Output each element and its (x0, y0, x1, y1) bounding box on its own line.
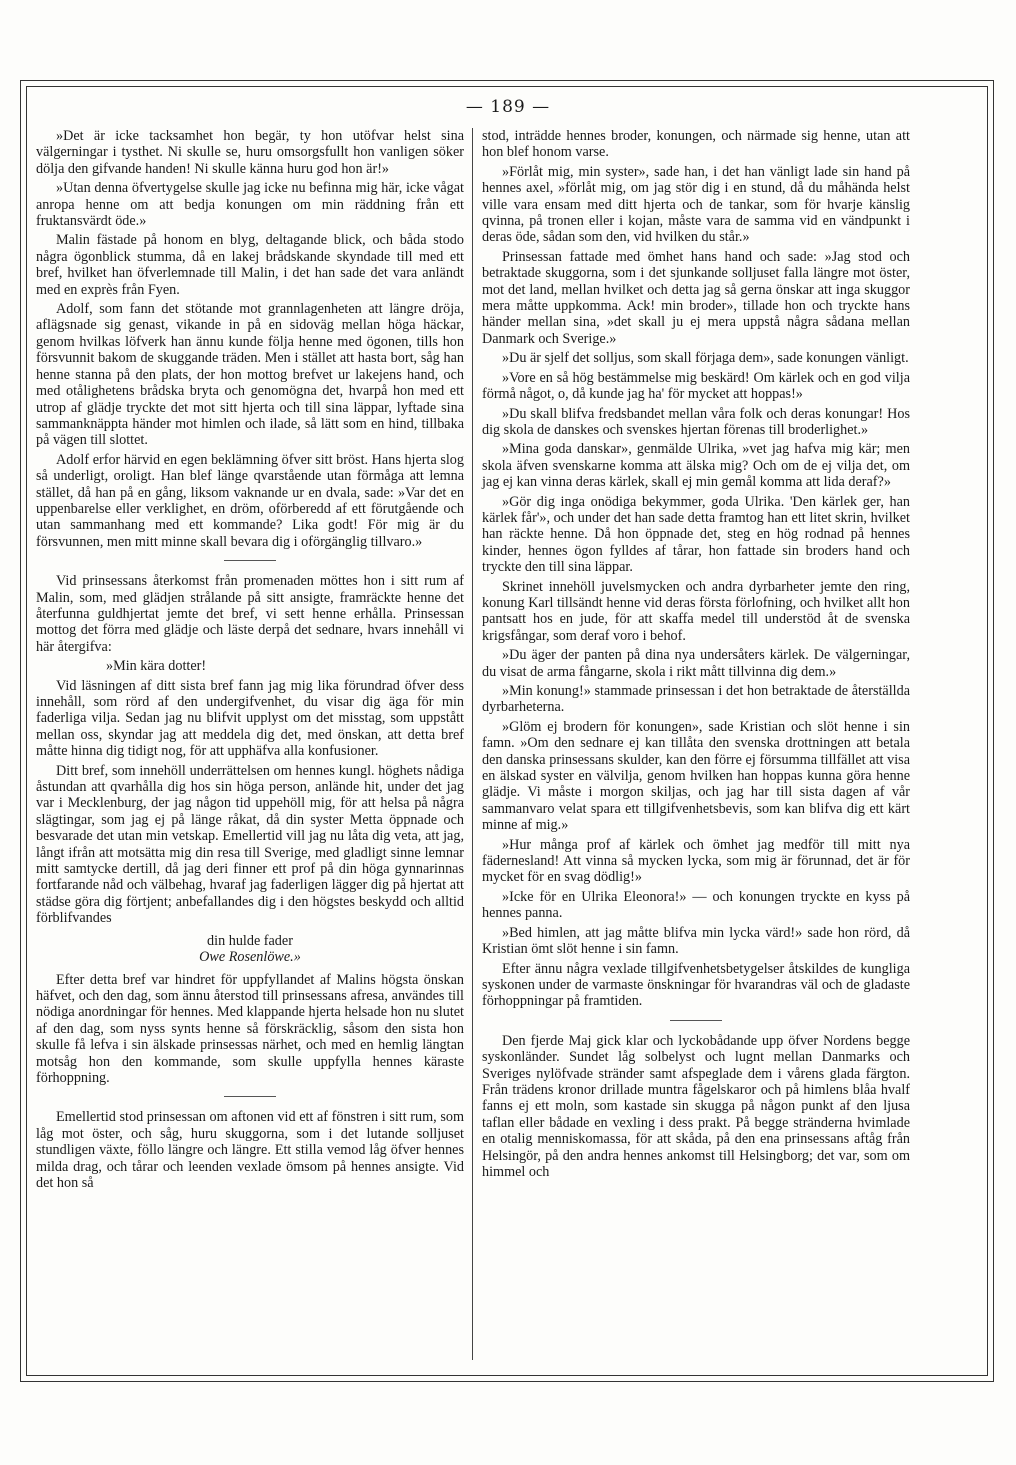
letter-paragraph: Ditt bref, som innehöll underrättelsen om hennes kungl. höghets nådiga åstundan att qvarhålla dig hos sin höga person, anlände hit, under det jag var i Mecklenburg, der jag någon tid uppehöll mig, för att helsa på några slägtingar, som jag ej på länge råkat, då din syster Metta öppnade och besvarade det utan min vetskap. Emellertid vill jag nu låta dig veta, att jag, långt ifrån att motsätta mig din resa till Sverige, med gladligt sinne lemnar mitt samtycke dertill, då jag deri finner ett prof på din höga gynnarinnas fortfarande nåd och välbehag, hvaraf jag faderligen lägger dig på hjertat att städse göra dig förtjent; anbefallandes dig i den högstes beskydd och alltid förblifvandes (36, 762, 464, 927)
paragraph: Prinsessan fattade med ömhet hans hand och sade: »Jag stod och betraktade skuggorna, som i det sjunkande solljuset falla längre mot öster, mot det land, mellan hvilket och detta jag så gerna önskar att inga skuggor mera måtte uppkomma. Ack! min broder», tillade hon och tryckte hans händer mellan sina, »det skall ju ej mera uppstå några sådana mellan Danmark och Sverige.» (482, 248, 910, 347)
paragraph: Skrinet innehöll juvelsmycken och andra dyrbarheter jemte den ring, konung Karl tillsändt henne vid deras första förlofning, och hvilket allt hon pantsatt hos en jude, för att skaffa medel till understöd åt de svenska krigsfångar, som deraf voro i behof. (482, 578, 910, 644)
section-separator (224, 1096, 276, 1097)
right-column (482, 128, 910, 1183)
section-separator (224, 560, 276, 561)
paragraph: »Bed himlen, att jag måtte blifva min lycka värd!» sade hon rörd, då Kristian ömt slöt henne i sin famn. (482, 924, 910, 958)
paragraph: Adolf erfor härvid en egen beklämning öfver sitt bröst. Hans hjerta slog så underligt, oroligt. Han blef länge qvarstående utan förmåga att lemna stället, då han på en gång, liksom vaknande ur en dvala, sade: »Var det en uppenbarelse eller verklighet, en dröm, oförberedd af ett förutgående och utan sammanhang med ett kommande? Lika godt! För mig är du försvunnen, men mitt minne skall bevara dig i oförgänglig tillvaro.» (36, 451, 464, 550)
paragraph: »Du äger der panten på dina nya undersåters kärlek. De välgerningar, du visat de arma fångarne, skola i rikt mått tillvinna dig dem.» (482, 647, 910, 680)
paragraph: »Du skall blifva fredsbandet mellan våra folk och deras konungar! Hos dig skola de danskes och svenskes hjertan förenas till broderlighet.» (482, 405, 910, 438)
letter-signature-line: din hulde fader (207, 932, 293, 949)
paragraph: Malin fästade på honom en blyg, deltagande blick, och båda stodo några ögonblick stumma, då en lakej brådskande skyndade till med ett bref, hvilket han öfverlemnade till Malin, i det han sade det vara anländt med en exprès från Fyen. (36, 232, 464, 298)
left-column (36, 128, 464, 1194)
paragraph: »Min konung!» stammade prinsessan i det hon betraktade de återställda dyrbarheterna. (482, 683, 910, 716)
letter-signature-name: Owe Rosenlöwe.» (199, 949, 301, 966)
letter-paragraph: Vid läsningen af ditt sista bref fann jag mig lika förundrad öfver dess innehåll, som rörd af den undergifvenhet, du visar dig äga för min faderliga vilja. Sedan jag nu blifvit upplyst om det misstag, som uppstått mellan oss, skyndar jag att meddela dig det, med önskan, att detta bref måtte hinna dig tidigt nog, för att upphäfva alla konfusioner. (36, 677, 464, 760)
paragraph: Den fjerde Maj gick klar och lyckobådande upp öfver Nordens begge syskonländer. Sundet låg solbelyst och lugnt mellan Danmarks och Sveriges nylöfvade stränder samt afspeglade dem i vårens glada färgton. Från trädens kronor drillade muntra fågelskaror och på himlens blåa hvalf fanns ej ett moln, som kastade sin skugga på någon punkt af den ljusa taflan eller bådade en vexling i dess prakt. På begge stränderna hvimlade en otalig menniskomassa, för att skåda, på den ena prinsessans aftåg från Helsingör, på den andra hennes ankomst till Helsingborg; det var, som om himmel och (482, 1032, 910, 1180)
letter-salutation: »Min kära dotter! (106, 658, 207, 675)
paragraph: Vid prinsessans återkomst från promenaden möttes hon i sitt rum af Malin, som, med glädjen strålande på sitt ansigte, framräckte henne det återfunna guldhjertat jemte det bref, vi sett henne erhålla. Prinsessan mottog det förra med glädje och läste derpå det sednare, hvars innehåll vi här återgifva: (36, 573, 464, 655)
paragraph-continuation: stod, inträdde hennes broder, konungen, och närmade sig henne, utan att hon blef honom varse. (482, 128, 910, 161)
section-separator (670, 1020, 722, 1021)
paragraph: Adolf, som fann det stötande mot grannlagenheten att längre dröja, aflägsnade sig genast, vikande in på en sidoväg mellan höga häckar, genom hvilkas löfverk han ännu kunde följa henne med ögonen, tills hon försvunnit bakom de skuggande träden. Men i stället att hasta bort, såg han henne stanna på den plats, der hon mottog brefvet ur lakejens hand, och med otålighetens brådska bryta och genomögna det, hvarpå hon med ett utrop af glädje tryckte det mot sitt hjerta och till sina läppar, lyftade sina sammanknäppta händer mot himlen och ilade, så lätt som en hind, tillbaka på vägen till slottet. (36, 301, 464, 449)
page-number: — 189 — (465, 97, 551, 117)
paragraph: »Icke för en Ulrika Eleonora!» — och konungen tryckte en kyss på hennes panna. (482, 888, 910, 922)
paragraph: »Utan denna öfvertygelse skulle jag icke nu befinna mig här, icke vågat anropa henne om att bedja konungen om min räddning från ett fruktansvärdt öde.» (36, 180, 464, 230)
paragraph: »Mina goda danskar», genmälde Ulrika, »vet jag hafva mig kär; men skola äfven svenskarne komma att älska mig? Och om de ej vilja det, om jag ej kan vinna deras kärlek, skall ej min gemål komma att lida deraf?» (482, 441, 910, 491)
paragraph: »Förlåt mig, min syster», sade han, i det han vänligt lade sin hand på hennes axel, »förlåt mig, om jag stör dig i en stund, då du måhända helst ville vara ensam med ditt hjerta och de tankar, som för hvarje känslig qvinna, på tronen eller i kojan, måste vara de samma vid en vändpunkt i deras öde, sådan som den, vid hvilken du står.» (482, 163, 910, 246)
paragraph: »Det är icke tacksamhet hon begär, ty hon utöfvar helst sina välgerningar i tysthet. Ni skulle se, huru omsorgsfullt hon vanligen söker dölja den gifvande handen! Ni skulle känna huru god hon är!» (36, 128, 464, 177)
paragraph: »Hur många prof af kärlek och ömhet jag medför till mitt nya fädernesland! Att vinna så mycken lycka, som mig är förunnad, det är för mycket för en svag dödlig!» (482, 836, 910, 886)
paragraph: »Du är sjelf det solljus, som skall förjaga dem», sade konungen vänligt. (502, 350, 909, 367)
paragraph: Emellertid stod prinsessan om aftonen vid ett af fönstren i sitt rum, som låg mot öster, och såg, huru skuggorna, som i det lutande solljuset stundligen växte, föllo längre och längre. Ett stilla vemod låg öfver hennes milda drag, och tårar och leenden vexlade ömsom på hennes ansigte. Vid det hon så (36, 1109, 464, 1191)
paragraph: Efter detta bref var hindret för uppfyllandet af Malins högsta önskan häfvet, och den dag, som ännu återstod till prinsessans afresa, användes till nödiga anordningar för hennes. Med klappande hjerta helsade hon nu slutet af den dag, som nyss synts henne så förskräcklig, såsom den sista hon skulle få lefva i sin älskade prinsessas närhet, och med en hemlig längtan motsåg hon den kommande, som skulle uppfylla hennes käraste förhoppning. (36, 971, 464, 1086)
column-divider (472, 128, 473, 1360)
paragraph: Efter ännu några vexlade tillgifvenhetsbetygelser åtskildes de kungliga syskonen under de varmaste önskningar för hvarandras väl och de gladaste förhoppningar på framtiden. (482, 960, 910, 1010)
paragraph: »Glöm ej brodern för konungen», sade Kristian och slöt henne i sin famn. »Om den sednare ej kan tillåta den svenska drottningen att betala den danska prinsessans skulder, kan den förre ej försumma tillfället att visa en älskad syster en välvilja, genom hvilken han hoppas kunna göra henne glädje. Vi måste i morgon skiljas, och jag har till sista dagen af vår sammanvaro velat spara ett tillgifvenhetsbevis, som kan blifva dig ett kärt minne af mig.» (482, 718, 910, 834)
paragraph: »Gör dig inga onödiga bekymmer, goda Ulrika. 'Den kärlek ger, han kärlek får'», och under det han sade detta framtog han ett litet skrin, hvilket han räckte henne. Då hon öppnade det, steg en hög rodnad på hennes kinder, hennes ögon fylldes af tårar, hon fattade sin broders hand och tryckte den till sina läppar. (482, 493, 910, 576)
paragraph: »Vore en så hög bestämmelse mig beskärd! Om kärlek och en god vilja förmå något, o, då kunde jag ha' för mycket att hoppas!» (482, 369, 910, 403)
